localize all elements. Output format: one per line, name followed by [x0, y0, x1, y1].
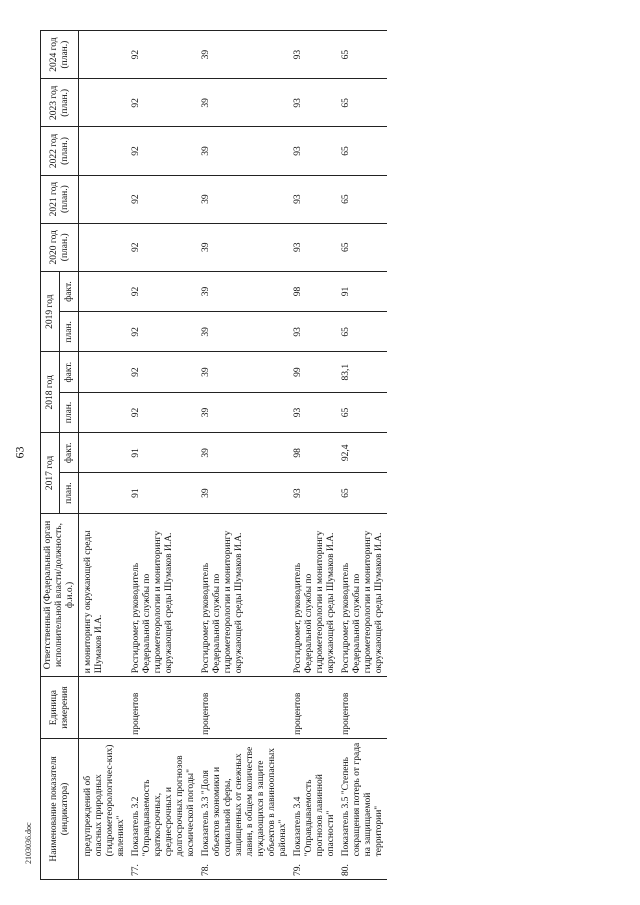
header-2017: 2017 год [41, 433, 60, 514]
table-row [291, 31, 339, 880]
value-2022: 65 [339, 127, 387, 175]
value-2020: 92 [129, 223, 199, 271]
page-number: 63 [12, 446, 27, 459]
value-2018-plan: 39 [199, 392, 291, 432]
value-2020: 39 [199, 223, 291, 271]
unit-cell: процентов [291, 677, 339, 739]
row-index: 78. [199, 859, 291, 879]
table-row [129, 31, 199, 880]
value-2020: 65 [339, 223, 387, 271]
header-2018-fact: факт. [60, 352, 79, 392]
indicator-name: Показатель 3.2 "Оправдываемость краткосрочных, среднесрочных и долгосрочных прогнозов космической погоды" [129, 738, 199, 859]
value-2018-plan: 65 [339, 392, 387, 432]
value-2021: 92 [129, 175, 199, 223]
value-2023: 39 [199, 79, 291, 127]
header-2019-plan: план. [60, 312, 79, 352]
responsible-cell: Росгидромет, руководитель Федеральной службы по гидрометеорологии и мониторингу окружающей среды Шумаков И.А. [339, 513, 387, 677]
responsible-cell: Росгидромет, руководитель Федеральной службы по гидрометеорологии и мониторингу окружающей среды Шумаков И.А. [129, 513, 199, 677]
table-row [339, 31, 387, 880]
value-2020: 93 [291, 223, 339, 271]
value-2017-fact: 91 [129, 433, 199, 473]
value-2017-plan: 91 [129, 473, 199, 513]
header-name: Наименование показателя (индикатора) [41, 738, 79, 879]
value-2017-plan: 65 [339, 473, 387, 513]
indicators-table [40, 30, 387, 880]
value-2023: 65 [339, 79, 387, 127]
value-2018-fact: 99 [291, 352, 339, 392]
indicator-name: Показатель 3.3 "Доля объектов экономики и социальной сферы, защищенных от снежных лавин, в общем количестве нуждающихся в защите объектов в лавиноопасных районах" [199, 738, 291, 859]
value-2019-fact: 39 [199, 271, 291, 311]
value-2021: 65 [339, 175, 387, 223]
value-2018-fact: 92 [129, 352, 199, 392]
unit-cell: процентов [129, 677, 199, 739]
indicator-name: Показатель 3.4 "Оправдываемость прогнозов лавинной опасности" [291, 738, 339, 859]
row-index: 79. [291, 859, 339, 879]
rotated-table-area [40, 30, 630, 880]
value-2018-plan: 93 [291, 392, 339, 432]
value-2024: 65 [339, 31, 387, 79]
value-2019-plan: 65 [339, 312, 387, 352]
value-2022: 93 [291, 127, 339, 175]
unit-cell: процентов [199, 677, 291, 739]
responsible-cell: Росгидромет, руководитель Федеральной службы по гидрометеорологии и мониторингу окружающей среды Шумаков И.А. [291, 513, 339, 677]
value-2024: 39 [199, 31, 291, 79]
value-2019-fact: 92 [129, 271, 199, 311]
value-2017-plan: 39 [199, 473, 291, 513]
value-2021: 93 [291, 175, 339, 223]
value-2021: 39 [199, 175, 291, 223]
footer-code: 2103036.doc [24, 822, 33, 864]
value-2018-fact: 83,1 [339, 352, 387, 392]
header-2024: 2024 год (план.) [41, 31, 79, 79]
header-2023: 2023 год (план.) [41, 79, 79, 127]
header-2018-plan: план. [60, 392, 79, 432]
value-2023: 92 [129, 79, 199, 127]
responsible-cell: Росгидромет, руководитель Федеральной службы по гидрометеорологии и мониторингу окружающей среды Шумаков И.А. [199, 513, 291, 677]
value-2018-plan: 92 [129, 392, 199, 432]
value-2024: 92 [129, 31, 199, 79]
responsible-cell: и мониторингу окружающей среды Шумаков И.А. [79, 513, 130, 677]
value-2019-plan: 93 [291, 312, 339, 352]
value-2019-fact: 91 [339, 271, 387, 311]
value-2022: 39 [199, 127, 291, 175]
row-index: 80. [339, 859, 387, 879]
value-2019-plan: 39 [199, 312, 291, 352]
header-2022: 2022 год (план.) [41, 127, 79, 175]
indicator-name: Показатель 3.5 "Степень сокращения потерь от града на защищаемой территории" [339, 738, 387, 859]
value-2017-fact: 98 [291, 433, 339, 473]
row-index: 77. [129, 859, 199, 879]
value-2019-plan: 92 [129, 312, 199, 352]
header-responsible: Ответственный (Федеральный орган исполнительной власти/должность, ф.и.о.) [41, 513, 79, 677]
header-2019: 2019 год [41, 271, 60, 352]
unit-cell [79, 677, 130, 739]
table-row [199, 31, 291, 880]
indicator-name: предупреждений об опасных природных (гидрометеорологичес-ких) явлениях" [79, 738, 130, 859]
header-2018: 2018 год [41, 352, 60, 433]
header-2021: 2021 год (план.) [41, 175, 79, 223]
value-2024: 93 [291, 31, 339, 79]
value-2018-fact: 39 [199, 352, 291, 392]
unit-cell: процентов [339, 677, 387, 739]
header-2017-plan: план. [60, 473, 79, 513]
value-2023: 93 [291, 79, 339, 127]
value-2019-fact: 98 [291, 271, 339, 311]
header-2019-fact: факт. [60, 271, 79, 311]
header-2020: 2020 год (план.) [41, 223, 79, 271]
row-index [79, 859, 130, 879]
header-2017-fact: факт. [60, 433, 79, 473]
table-row-continuation [79, 31, 130, 880]
header-unit: Единица измерения [41, 677, 79, 739]
value-2022: 92 [129, 127, 199, 175]
value-2017-plan: 93 [291, 473, 339, 513]
value-2017-fact: 39 [199, 433, 291, 473]
value-2017-fact: 92,4 [339, 433, 387, 473]
